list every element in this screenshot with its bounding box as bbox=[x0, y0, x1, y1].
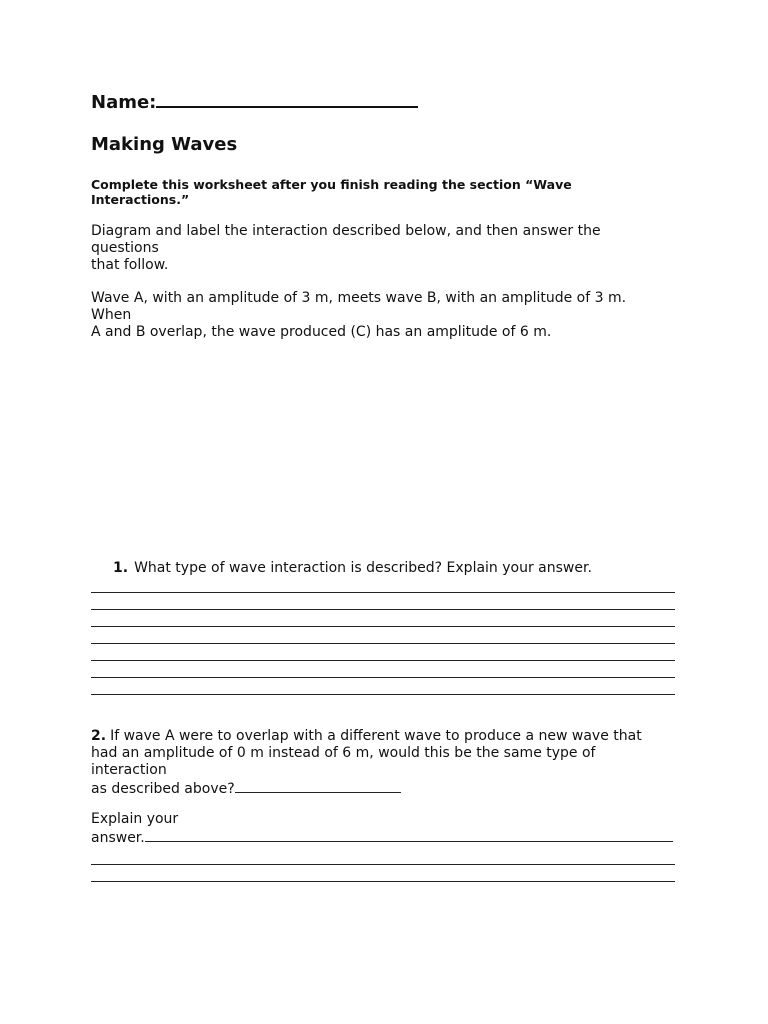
scenario-line: When bbox=[91, 307, 132, 323]
diagram-directions bbox=[91, 223, 671, 274]
question-2-short-answer[interactable] bbox=[235, 779, 401, 793]
answer-line[interactable] bbox=[91, 626, 675, 627]
answer-line[interactable] bbox=[91, 609, 675, 610]
question-2-explain bbox=[91, 811, 675, 847]
answer-line[interactable] bbox=[91, 864, 675, 865]
answer-line[interactable] bbox=[91, 677, 675, 678]
explain-label: answer. bbox=[91, 830, 145, 846]
question-2-answer-area bbox=[91, 864, 675, 898]
question-2-line: interaction bbox=[91, 762, 167, 778]
answer-line[interactable] bbox=[91, 881, 675, 882]
wave-scenario bbox=[91, 290, 671, 341]
question-1-text: What type of wave interaction is described? Explain your answer. bbox=[134, 560, 592, 576]
question-1 bbox=[113, 560, 592, 576]
answer-line[interactable] bbox=[91, 592, 675, 593]
name-blank-line[interactable] bbox=[156, 90, 418, 108]
question-2-number: 2. bbox=[91, 728, 107, 744]
answer-line[interactable] bbox=[91, 694, 675, 695]
answer-line[interactable] bbox=[91, 643, 675, 644]
name-label: Name: bbox=[91, 92, 157, 113]
question-1-number: 1. bbox=[113, 560, 129, 576]
name-field bbox=[91, 90, 418, 113]
explain-label: Explain your bbox=[91, 811, 179, 827]
directions-line: that follow. bbox=[91, 257, 169, 273]
worksheet-title: Making Waves bbox=[91, 134, 238, 155]
instructions-text: Complete this worksheet after you finish reading the section “Wave Interactions.” bbox=[91, 177, 572, 207]
question-1-answer-area bbox=[91, 592, 675, 711]
question-2-line: had an amplitude of 0 m instead of 6 m, would this be the same type of bbox=[91, 745, 596, 761]
scenario-line: Wave A, with an amplitude of 3 m, meets wave B, with an amplitude of 3 m. bbox=[91, 290, 627, 306]
answer-line[interactable] bbox=[91, 660, 675, 661]
question-2-line: If wave A were to overlap with a different wave to produce a new wave that bbox=[110, 728, 642, 744]
question-2 bbox=[91, 728, 675, 798]
directions-line: Diagram and label the interaction described below, and then answer the bbox=[91, 223, 601, 239]
scenario-line: A and B overlap, the wave produced (C) has an amplitude of 6 m. bbox=[91, 324, 552, 340]
directions-line: questions bbox=[91, 240, 159, 256]
question-2-line: as described above? bbox=[91, 781, 235, 797]
explain-answer-line[interactable] bbox=[145, 828, 673, 842]
